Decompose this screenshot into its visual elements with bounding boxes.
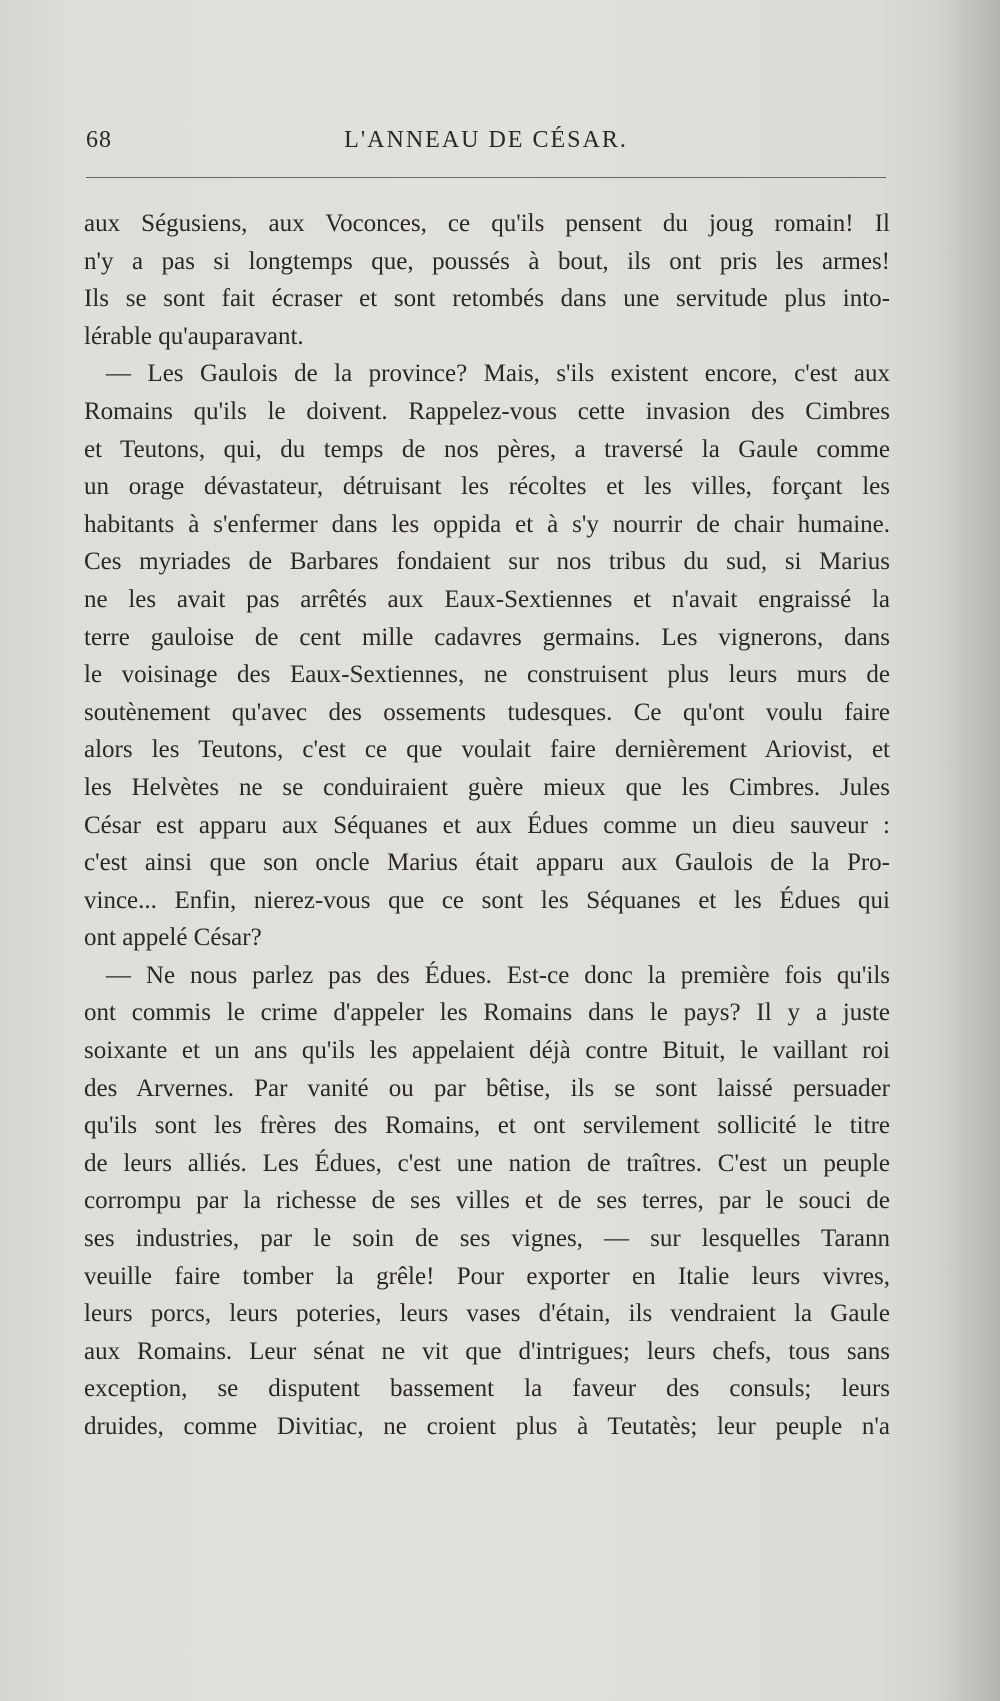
text-line: lérable qu'auparavant. — [84, 322, 304, 350]
text-line: leurs porcs, leurs poteries, leurs vases d'étain, ils vendraient la Gaule — [84, 1300, 890, 1328]
text-line: de leurs alliés. Les Édues, c'est une nation de traîtres. C'est un peuple — [84, 1149, 890, 1177]
page-number: 68 — [86, 127, 112, 153]
text-line: — Ne nous parlez pas des Édues. Est-ce donc la première fois qu'ils — [106, 961, 890, 989]
text-line: terre gauloise de cent mille cadavres germains. Les vignerons, dans — [84, 623, 890, 651]
text-line: le voisinage des Eaux-Sextiennes, ne construisent plus leurs murs de — [84, 661, 890, 689]
text-line: soutènement qu'avec des ossements tudesques. Ce qu'ont voulu faire — [84, 698, 890, 726]
running-title: L'ANNEAU DE CÉSAR. — [344, 127, 628, 153]
text-line: qu'ils sont les frères des Romains, et ont servilement sollicité le titre — [84, 1112, 890, 1140]
text-line: vince... Enfin, nierez-vous que ce sont les Séquanes et les Édues qui — [84, 886, 890, 914]
text-line: des Arvernes. Par vanité ou par bêtise, ils se sont laissé persuader — [84, 1074, 890, 1102]
text-line: ses industries, par le soin de ses vignes, — sur lesquelles Tarann — [84, 1225, 890, 1253]
text-line: c'est ainsi que son oncle Marius était apparu aux Gaulois de la Pro- — [84, 849, 890, 877]
text-line: soixante et un ans qu'ils les appelaient déjà contre Bituit, le vaillant roi — [84, 1037, 890, 1065]
text-line: et Teutons, qui, du temps de nos pères, a traversé la Gaule comme — [84, 435, 890, 463]
header-rule — [86, 177, 886, 178]
text-line: ont appelé César? — [84, 924, 262, 952]
text-line: — Les Gaulois de la province? Mais, s'ils existent encore, c'est aux — [106, 360, 890, 388]
text-line: druides, comme Divitiac, ne croient plus à Teutatès; leur peuple n'a — [84, 1413, 890, 1440]
body-text — [84, 205, 890, 1446]
text-line: Romains qu'ils le doivent. Rappelez-vous cette invasion des Cimbres — [84, 397, 890, 425]
running-head — [86, 127, 886, 161]
text-line: alors les Teutons, c'est ce que voulait faire dernièrement Ariovist, et — [84, 736, 890, 764]
text-line: aux Romains. Leur sénat ne vit que d'intrigues; leurs chefs, tous sans — [84, 1337, 890, 1365]
text-line: veuille faire tomber la grêle! Pour exporter en Italie leurs vivres, — [84, 1262, 890, 1290]
text-line: habitants à s'enfermer dans les oppida et à s'y nourrir de chair humaine. — [84, 510, 890, 538]
text-line: aux Ségusiens, aux Voconces, ce qu'ils pensent du joug romain! Il — [84, 210, 890, 237]
text-line: César est apparu aux Séquanes et aux Édues comme un dieu sauveur : — [84, 811, 890, 839]
text-line: Ces myriades de Barbares fondaient sur nos tribus du sud, si Marius — [84, 548, 890, 576]
text-line: un orage dévastateur, détruisant les récoltes et les villes, forçant les — [84, 473, 890, 501]
text-line: les Helvètes ne se conduiraient guère mieux que les Cimbres. Jules — [84, 773, 890, 801]
text-line: n'y a pas si longtemps que, poussés à bout, ils ont pris les armes! — [84, 247, 890, 275]
text-line: ont commis le crime d'appeler les Romains dans le pays? Il y a juste — [84, 999, 890, 1027]
text-line: Ils se sont fait écraser et sont retombés dans une servitude plus into- — [84, 285, 890, 313]
text-line: ne les avait pas arrêtés aux Eaux-Sextiennes et n'avait engraissé la — [84, 585, 890, 613]
text-line: corrompu par la richesse de ses villes et de ses terres, par le souci de — [84, 1187, 890, 1215]
text-line: exception, se disputent bassement la faveur des consuls; leurs — [84, 1375, 890, 1403]
